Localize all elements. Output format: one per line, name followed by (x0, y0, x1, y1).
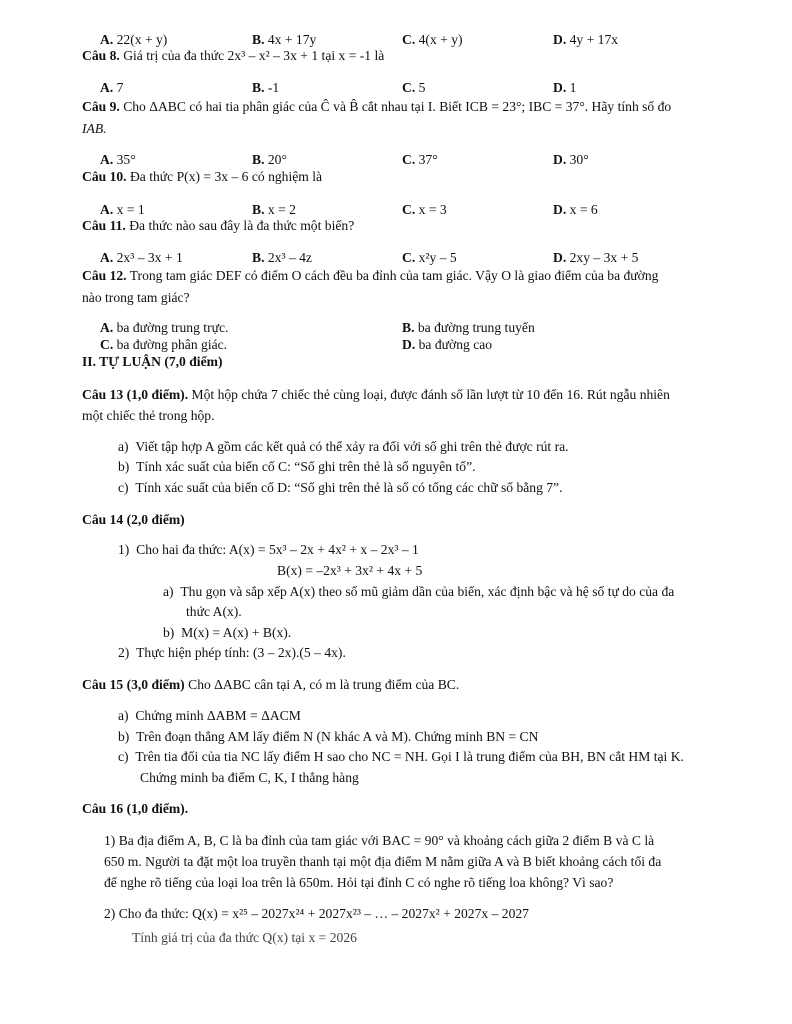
q12-option-d: D. ba đường cao (402, 337, 493, 352)
question-text: Giá trị của đa thức 2x³ – x² – 3x + 1 tại x = -1 là (123, 48, 385, 63)
q16-part-1-line2: 650 m. Người ta đặt một loa truyền thanh tại một địa điểm M nằm giữa A và B biết khoảng cách tối đa (104, 854, 662, 869)
part-text: Thực hiện phép tính: (3 – 2x).(5 – 4x). (136, 645, 346, 660)
part-text: Chứng minh ΔABM = ΔACM (135, 708, 301, 723)
q14-sub-a-line2: thức A(x). (186, 604, 242, 619)
q13-stem-line2: một chiếc thẻ trong hộp. (82, 408, 215, 423)
q11-option-c: C. x²y – 5 (402, 250, 457, 265)
q12-option-b: B. ba đường trung tuyến (402, 320, 535, 335)
part-text: Cho hai đa thức: A(x) = 5x³ – 2x + 4x² + x – 2x³ – 1 (136, 542, 419, 557)
question-text: Một hộp chứa 7 chiếc thẻ cùng loại, được đánh số lần lượt từ 10 đến 16. Rút ngẫu nhiên (191, 387, 670, 402)
q15-part-b: b) Trên đoạn thẳng AM lấy điểm N (N khác A và M). Chứng minh BN = CN (118, 729, 539, 744)
option-text: 2xy – 3x + 5 (569, 250, 639, 265)
option-text: x = 6 (569, 202, 598, 217)
q12-option-c: C. ba đường phân giác. (100, 337, 228, 352)
option-text: 4x + 17y (267, 32, 317, 47)
question-text: Trong tam giác DEF có điểm O cách đều ba đỉnh của tam giác. Vậy O là giao điểm của ba đường (129, 268, 659, 283)
question-label: Câu 8. (82, 48, 120, 63)
q7-option-d: D. 4y + 17x (553, 32, 619, 47)
option-text: x = 1 (116, 202, 145, 217)
q16-part-2-line2: Tính giá trị của đa thức Q(x) tại x = 2026 (132, 930, 357, 945)
q14-part-1: 1) Cho hai đa thức: A(x) = 5x³ – 2x + 4x² + x – 2x³ – 1 (118, 542, 419, 557)
q10-option-d: D. x = 6 (553, 202, 598, 217)
option-text: 7 (116, 80, 124, 95)
option-text: 4(x + y) (418, 32, 463, 47)
q11-option-a: A. 2x³ – 3x + 1 (100, 250, 183, 265)
q8-option-b: B. -1 (252, 80, 280, 95)
q12-stem (82, 266, 658, 286)
option-text: 4y + 17x (569, 32, 619, 47)
part-text: Trên tia đối của tia NC lấy điểm H sao cho NC = NH. Gọi I là trung điểm của BH, BN cắt HM tại K. (135, 749, 684, 764)
option-text: 35° (116, 152, 136, 167)
q8-stem (82, 46, 384, 66)
question-label: Câu 10. (82, 169, 127, 184)
option-text: 2x³ – 4z (267, 250, 312, 265)
q10-stem (82, 167, 322, 187)
q12-stem-line2: nào trong tam giác? (82, 290, 190, 305)
q11-option-b: B. 2x³ – 4z (252, 250, 312, 265)
q8-option-a: A. 7 (100, 80, 124, 95)
q9-option-c: C. 37° (402, 152, 438, 167)
question-label: Câu 15 (3,0 điểm) (82, 677, 185, 692)
question-text: Đa thức nào sau đây là đa thức một biến? (129, 218, 355, 233)
q14-sub-a: a) Thu gọn và sắp xếp A(x) theo số mũ giảm dần của biến, xác định bậc và hệ số tự do của đa (163, 584, 675, 599)
part-text: M(x) = A(x) + B(x). (181, 625, 292, 640)
q14-part-2: 2) Thực hiện phép tính: (3 – 2x).(5 – 4x). (118, 645, 346, 660)
q16-label: Câu 16 (1,0 điểm). (82, 801, 189, 816)
option-text: 1 (569, 80, 577, 95)
section-heading-essay: II. TỰ LUẬN (7,0 điểm) (82, 354, 223, 369)
q15-part-c-line2: Chứng minh ba điểm C, K, I thẳng hàng (140, 770, 359, 785)
part-text: Thu gọn và sắp xếp A(x) theo số mũ giảm dần của biến, xác định bậc và hệ số tự do của đa (180, 584, 675, 599)
option-text: ba đường phân giác. (116, 337, 228, 352)
q14-sub-b: b) M(x) = A(x) + B(x). (163, 625, 292, 640)
q7-option-a: A. 22(x + y) (100, 32, 168, 47)
question-text: Đa thức P(x) = 3x – 6 có nghiệm là (129, 169, 323, 184)
q9-stem-line2: IAB. (82, 121, 107, 136)
question-text: Cho ΔABC cân tại A, có m là trung điểm của BC. (188, 677, 460, 692)
question-label: Câu 12. (82, 268, 127, 283)
q13-part-a: a) Viết tập hợp A gồm các kết quả có thể xảy ra đối với số ghi trên thẻ được rút ra. (118, 439, 569, 454)
option-text: 2x³ – 3x + 1 (116, 250, 183, 265)
q16-part-2: 2) Cho đa thức: Q(x) = x²⁵ – 2027x²⁴ + 2027x²³ – … – 2027x² + 2027x – 2027 (104, 906, 529, 921)
q10-option-c: C. x = 3 (402, 202, 447, 217)
q7-option-b: B. 4x + 17y (252, 32, 317, 47)
q9-option-b: B. 20° (252, 152, 287, 167)
q16-part-1-line1: 1) Ba địa điểm A, B, C là ba đỉnh của tam giác với BAC = 90° và khoảng cách giữa 2 điểm B và C là (104, 833, 655, 848)
question-label: Câu 9. (82, 99, 120, 114)
q10-option-b: B. x = 2 (252, 202, 296, 217)
option-text: 20° (267, 152, 287, 167)
option-text: ba đường cao (418, 337, 493, 352)
q9-option-d: D. 30° (553, 152, 589, 167)
q15-part-c: c) Trên tia đối của tia NC lấy điểm H sao cho NC = NH. Gọi I là trung điểm của BH, BN cắt HM tại K. (118, 749, 684, 764)
option-text: x = 2 (267, 202, 296, 217)
q8-option-d: D. 1 (553, 80, 577, 95)
q11-stem (82, 216, 354, 236)
q14-polynomial-b: B(x) = –2x³ + 3x² + 4x + 5 (277, 563, 423, 578)
q13-part-b: b) Tính xác suất của biến cố C: “Số ghi trên thẻ là số nguyên tố”. (118, 459, 476, 474)
q12-option-a: A. ba đường trung trực. (100, 320, 229, 335)
q13-part-c: c) Tính xác suất của biến cố D: “Số ghi trên thẻ là số có tổng các chữ số bằng 7”. (118, 480, 563, 495)
option-text: x²y – 5 (418, 250, 457, 265)
option-text: 22(x + y) (116, 32, 168, 47)
part-text: Trên đoạn thẳng AM lấy điểm N (N khác A và M). Chứng minh BN = CN (136, 729, 539, 744)
q13-stem (82, 385, 670, 405)
q7-option-c: C. 4(x + y) (402, 32, 463, 47)
option-text: 5 (418, 80, 426, 95)
q9-stem (82, 97, 671, 117)
q11-option-d: D. 2xy – 3x + 5 (553, 250, 639, 265)
q10-option-a: A. x = 1 (100, 202, 145, 217)
option-text: 30° (569, 152, 589, 167)
question-text: Cho ΔABC có hai tia phân giác của Ĉ và B̂ cắt nhau tại I. Biết ICB = 23°; IBC = 37°. Hãy tính số đo (123, 99, 672, 114)
option-text: 37° (418, 152, 438, 167)
q15-stem (82, 675, 459, 695)
q16-part-1-line3: để nghe rõ tiếng của loại loa trên là 650m. Hỏi tại đỉnh C có nghe rõ tiếng loa không? Vì sao? (104, 875, 614, 890)
option-text: ba đường trung tuyến (417, 320, 535, 335)
part-text: Tính xác suất của biến cố D: “Số ghi trên thẻ là số có tổng các chữ số bằng 7”. (135, 480, 563, 495)
option-text: ba đường trung trực. (116, 320, 229, 335)
part-text: Tính xác suất của biến cố C: “Số ghi trên thẻ là số nguyên tố”. (136, 459, 476, 474)
q15-part-a: a) Chứng minh ΔABM = ΔACM (118, 708, 301, 723)
q8-option-c: C. 5 (402, 80, 426, 95)
q14-label: Câu 14 (2,0 điểm) (82, 512, 185, 527)
part-text: Viết tập hợp A gồm các kết quả có thể xảy ra đối với số ghi trên thẻ được rút ra. (135, 439, 569, 454)
q9-option-a: A. 35° (100, 152, 136, 167)
question-label: Câu 11. (82, 218, 126, 233)
option-text: -1 (267, 80, 280, 95)
question-label: Câu 13 (1,0 điểm). (82, 387, 189, 402)
option-text: x = 3 (418, 202, 447, 217)
